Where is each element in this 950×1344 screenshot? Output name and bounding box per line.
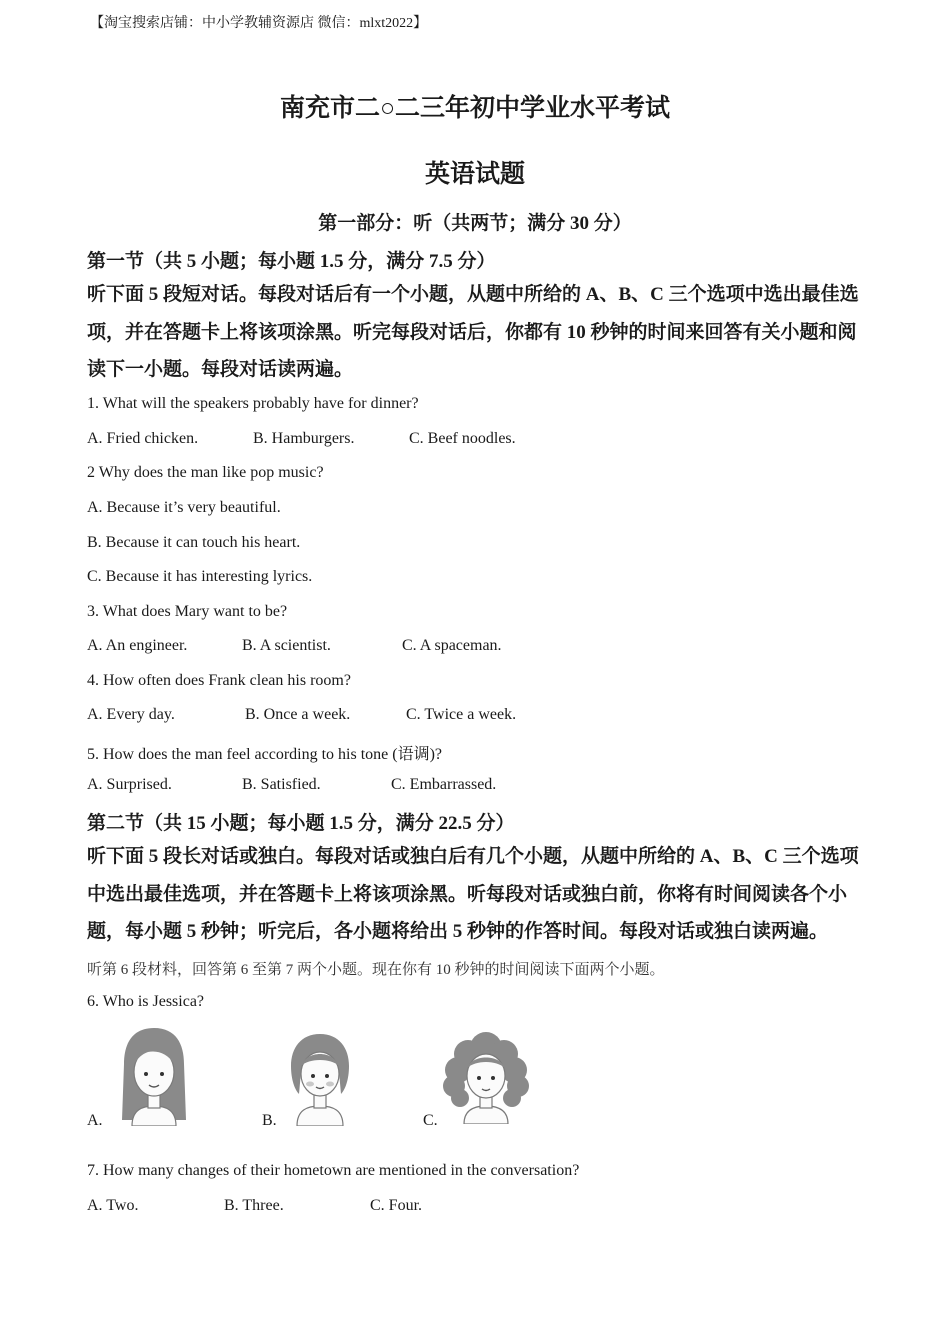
q3-option-b: B. A scientist. [242,637,331,654]
q5-option-c: C. Embarrassed. [391,776,497,793]
q6-option-c: C. [423,1112,438,1129]
q4-option-a: A. Every day. [87,706,175,723]
q3-option-a: A. An engineer. [87,637,188,654]
q4-option-c: C. Twice a week. [406,706,517,723]
q1-option-a: A. Fried chicken. [87,430,199,447]
q5-option-b: B. Satisfied. [242,776,321,793]
q6-option-b: B. [262,1112,277,1129]
header-note: 【淘宝搜索店铺：中小学教辅资源店 微信：mlxt2022】 [90,16,428,31]
q5-option-a: A. Surprised. [87,776,172,793]
question-6: 6. Who is Jessica? [87,993,205,1010]
q3-option-c: C. A spaceman. [402,637,502,654]
short-hair-girl-picture [287,1032,353,1131]
q1-option-c: C. Beef noodles. [409,430,516,447]
q2-option-a: A. Because it’s very beautiful. [87,499,281,516]
exam-subtitle: 英语试题 [424,161,525,188]
q1-option-b: B. Hamburgers. [253,430,355,447]
q7-option-c: C. Four. [370,1197,423,1214]
question-4: 4. How often does Frank clean his room? [87,672,351,689]
section-one-heading: 第一节（共 5 小题；每小题 1.5 分，满分 7.5 分） [87,251,496,272]
section-two-heading: 第二节（共 15 小题；每小题 1.5 分，满分 22.5 分） [87,813,515,834]
section-two-instruction: 听下面 5 段长对话或独白。每段对话或独白后有几个小题，从题中所给的 A、B、C 三个选项中选出最佳选项，并在答题卡上将该项涂黑。听每段对话或独白前，你将有时间阅读各个小题，每小题 5 秒钟；听完后，各小题将给出 5 秒钟的作答时间。每段对话或独白读两遍。 [87,846,859,942]
exam-title: 南充市二○二三年初中学业水平考试 [279,95,671,122]
q2-option-c: C. Because it has interesting lyrics. [87,568,313,585]
section-two-note: 听第 6 段材料，回答第 6 至第 7 两个小题。现在你有 10 秒钟的时间阅读下面两个小题。 [87,962,665,978]
question-1: 1. What will the speakers probably have for dinner? [87,395,419,412]
question-3: 3. What does Mary want to be? [87,603,288,620]
q6-option-a: A. [87,1112,103,1129]
question-5: 5. How does the man feel according to his tone (语调)? [87,746,443,763]
question-2: 2 Why does the man like pop music? [87,464,324,481]
part-one-heading: 第一部分：听（共两节；满分 30 分） [318,213,632,234]
q7-option-a: A. Two. [87,1197,139,1214]
q2-option-b: B. Because it can touch his heart. [87,534,301,551]
long-hair-girl-picture [118,1026,190,1131]
curly-hair-girl-picture [442,1032,530,1129]
section-one-instruction: 听下面 5 段短对话。每段对话后有一个小题，从题中所给的 A、B、C 三个选项中选出最佳选项，并在答题卡上将该项涂黑。听完每段对话后，你都有 10 秒钟的时间来回答有关小题和阅读下一小题。每段对话读两遍。 [87,284,859,380]
question-7: 7. How many changes of their hometown are mentioned in the conversation? [87,1162,580,1179]
q7-option-b: B. Three. [224,1197,284,1214]
q4-option-b: B. Once a week. [245,706,351,723]
